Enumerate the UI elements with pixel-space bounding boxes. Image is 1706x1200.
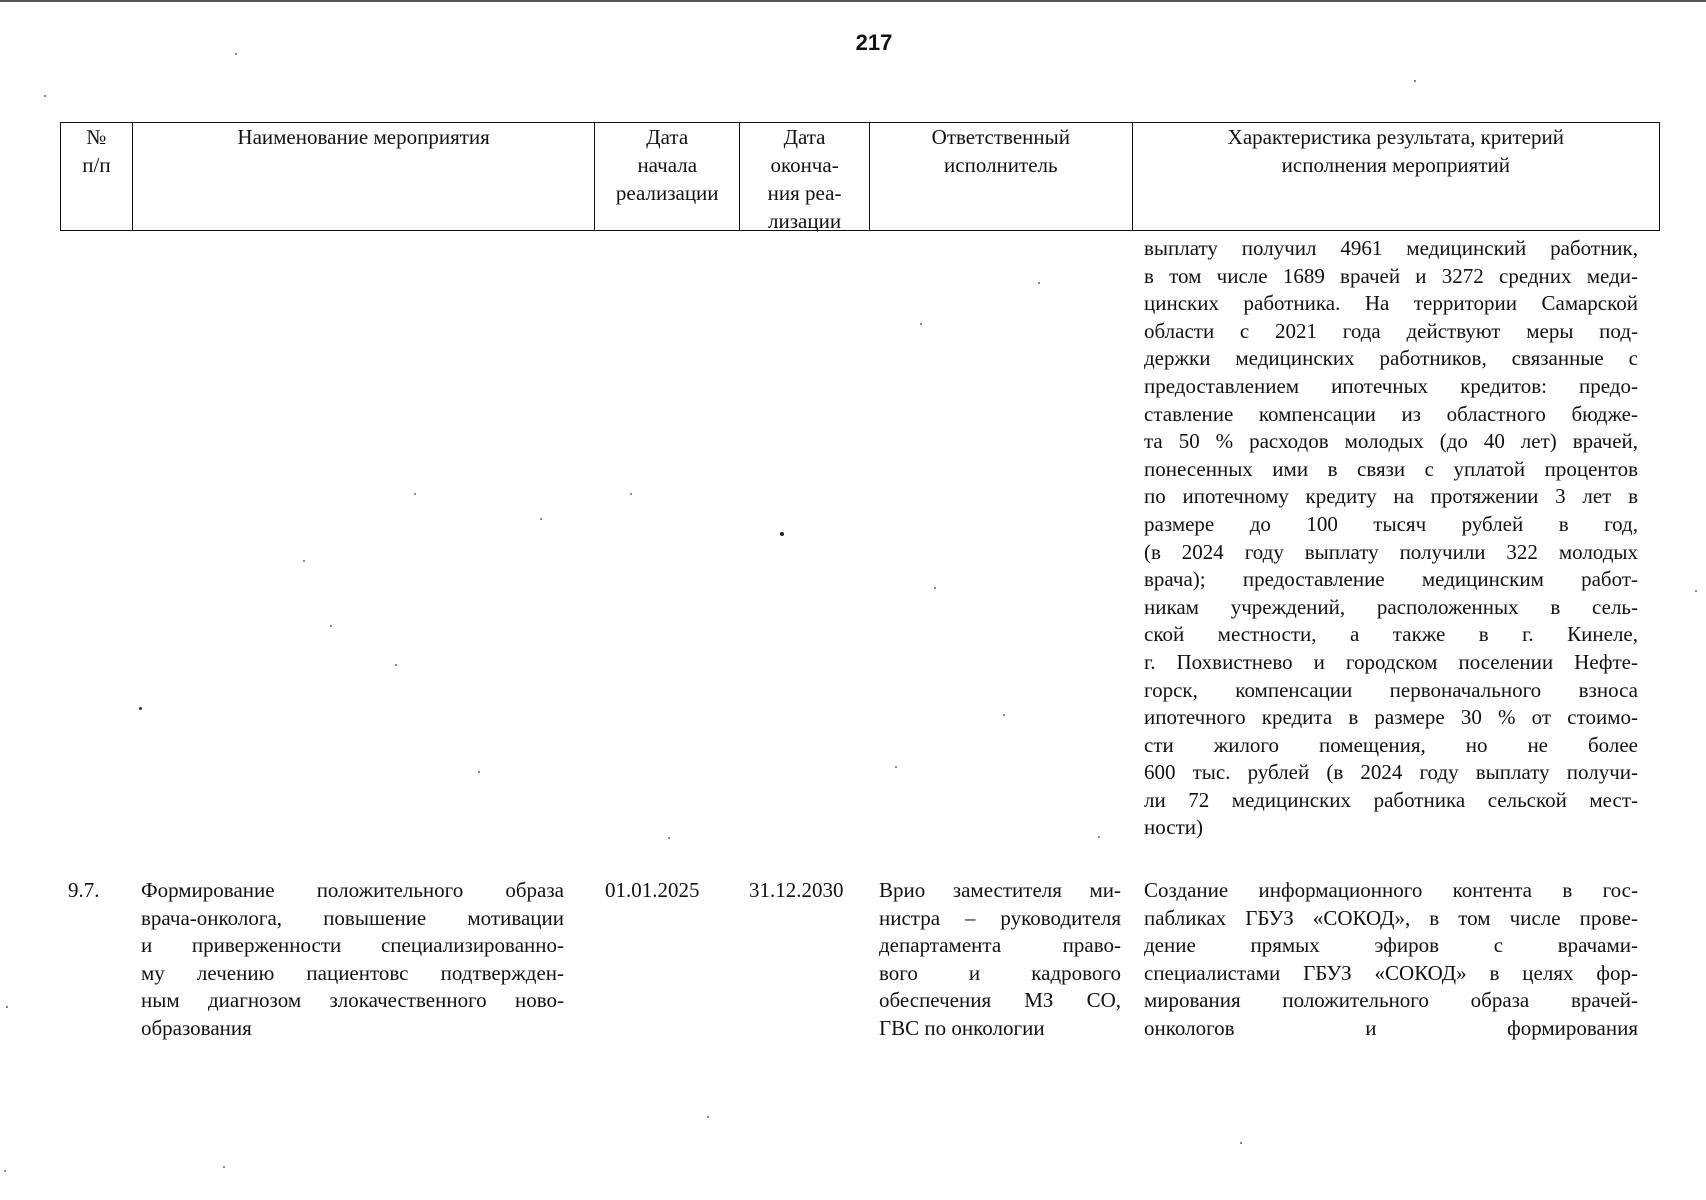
scan-speck xyxy=(707,1116,709,1118)
scan-speck xyxy=(6,1006,8,1008)
scan-speck xyxy=(478,771,480,773)
scan-speck xyxy=(1695,590,1697,592)
text-line: пабликах ГБУЗ «СОКОД», в том числе прове- xyxy=(1144,905,1638,930)
text-line: сти жилого помещения, но не более xyxy=(1144,732,1638,757)
page-number: 217 xyxy=(855,30,893,55)
row-number: 9.7. xyxy=(68,878,100,902)
result-characteristic xyxy=(1144,877,1638,1043)
text-line: дение прямых эфиров с врачами- xyxy=(1144,933,1638,958)
text-line: ской местности, а также в г. Кинеле, xyxy=(1144,622,1638,647)
text-line: обеспечения МЗ СО, xyxy=(879,988,1121,1013)
header-end-date: Дата оконча- ния реа- лизации xyxy=(740,123,870,230)
text-line: ли 72 медицинских работника сельской мест- xyxy=(1144,787,1638,812)
header-activity-name: Наименование мероприятия xyxy=(133,123,595,230)
header-executor: Ответственный исполнитель xyxy=(870,123,1133,230)
scan-speck xyxy=(630,493,632,495)
text-line: му лечению пациентовс подтвержден- xyxy=(141,960,564,985)
scan-speck xyxy=(139,707,142,710)
text-line: специалистами ГБУЗ «СОКОД» в целях фор- xyxy=(1144,960,1638,985)
activity-name xyxy=(141,877,564,1043)
scan-speck xyxy=(1003,714,1005,716)
scan-speck xyxy=(895,766,897,768)
scan-speck xyxy=(395,664,397,666)
header-number: № п/п xyxy=(61,123,133,230)
text-line: Врио заместителя ми- xyxy=(879,878,1121,902)
scan-speck xyxy=(330,625,332,627)
scan-speck xyxy=(1098,836,1100,838)
text-line: и приверженности специализированно- xyxy=(141,933,564,958)
text-line: ности) xyxy=(1144,815,1203,840)
scan-speck xyxy=(1240,1142,1242,1144)
text-line: выплату получил 4961 медицинский работник, xyxy=(1144,236,1638,260)
text-line: размере до 100 тысяч рублей в год, xyxy=(1144,511,1638,536)
text-line: держки медицинских работников, связанные с xyxy=(1144,346,1638,371)
text-line: мирования положительного образа врачей- xyxy=(1144,988,1638,1013)
text-line: горск, компенсации первоначального взноса xyxy=(1144,677,1638,702)
text-line: врача-онколога, повышение мотивации xyxy=(141,905,564,930)
text-line: понесенных ими в связи с уплатой процентов xyxy=(1144,456,1638,481)
text-line: по ипотечному кредиту на протяжении 3 лет в xyxy=(1144,484,1638,509)
text-line: департамента право- xyxy=(879,933,1121,958)
scan-speck xyxy=(1038,282,1040,284)
scan-speck xyxy=(414,493,416,495)
text-line: образования xyxy=(141,1015,252,1040)
text-line: врача); предоставление медицинским работ- xyxy=(1144,567,1638,592)
scan-speck xyxy=(934,587,936,589)
scan-speck xyxy=(540,518,542,520)
text-line: ставление компенсации из областного бюдже- xyxy=(1144,401,1638,426)
header-start-date: Дата начала реализации xyxy=(595,123,740,230)
text-line: никам учреждений, расположенных в сель- xyxy=(1144,594,1638,619)
text-line: предоставлением ипотечных кредитов: предо- xyxy=(1144,373,1638,398)
scan-speck xyxy=(44,95,46,97)
scan-speck xyxy=(4,1170,6,1172)
start-date: 01.01.2025 xyxy=(605,878,700,902)
text-line: в том числе 1689 врачей и 3272 средних меди- xyxy=(1144,263,1638,288)
text-line: 600 тыс. рублей (в 2024 году выплату получи- xyxy=(1144,760,1638,785)
text-line: ГВС по онкологии xyxy=(879,1015,1045,1040)
text-line: (в 2024 году выплату получили 322 молодых xyxy=(1144,539,1638,564)
responsible-executor xyxy=(879,877,1121,1043)
text-line: цинских работника. На территории Самарской xyxy=(1144,291,1638,316)
scan-speck xyxy=(780,532,784,536)
text-line: та 50 % расходов молодых (до 40 лет) врачей, xyxy=(1144,429,1638,454)
scan-speck xyxy=(920,323,922,325)
end-date: 31.12.2030 xyxy=(749,878,844,902)
text-line: ным диагнозом злокачественного ново- xyxy=(141,988,564,1013)
text-line: Формирование положительного образа xyxy=(141,878,564,902)
text-line: ипотечного кредита в размере 30 % от стоимо- xyxy=(1144,705,1638,730)
scan-speck xyxy=(303,560,305,562)
continued-result-text xyxy=(1144,235,1638,842)
text-line: нистра – руководителя xyxy=(879,905,1121,930)
header-result: Характеристика результата, критерий исполнения мероприятий xyxy=(1227,125,1564,177)
text-line: г. Похвистнево и городском поселении Нефте- xyxy=(1144,649,1638,674)
text-line: онкологов и формирования xyxy=(1144,1015,1638,1040)
scan-speck xyxy=(668,837,670,839)
scan-speck xyxy=(1414,80,1416,82)
scan-speck xyxy=(223,1166,225,1168)
text-line: вого и кадрового xyxy=(879,960,1121,985)
top-border-line xyxy=(0,0,1706,2)
scan-speck xyxy=(235,53,237,55)
table-header xyxy=(60,122,1660,231)
text-line: области с 2021 года действуют меры под- xyxy=(1144,318,1638,343)
text-line: Создание информационного контента в гос- xyxy=(1144,878,1638,902)
